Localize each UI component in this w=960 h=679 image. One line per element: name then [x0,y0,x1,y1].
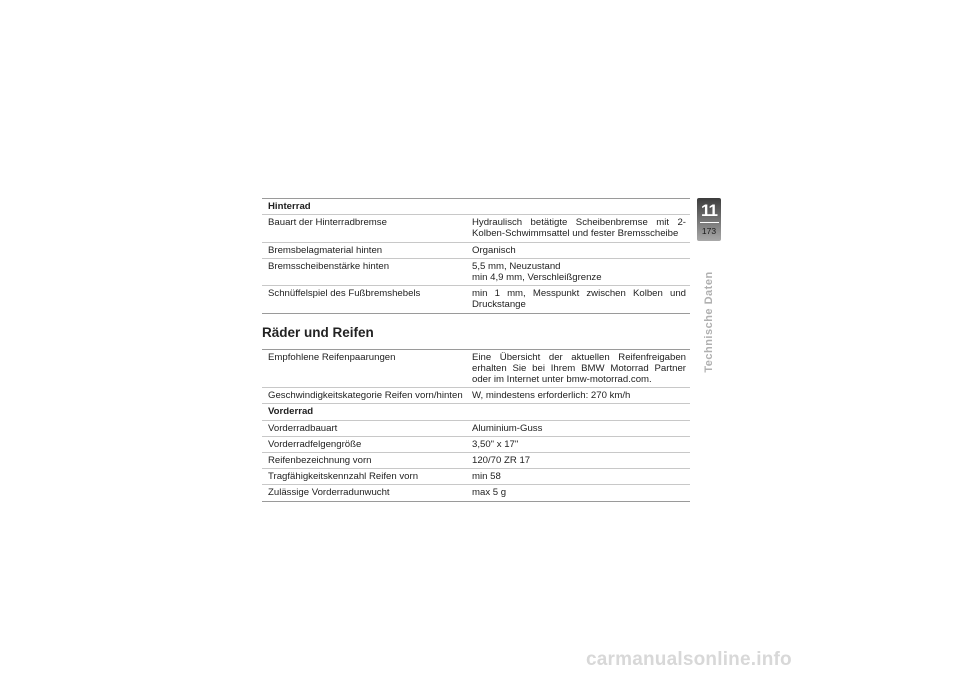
row-value: min 1 mm, Messpunkt zwischen Kolben und Druckstange [472,288,686,311]
row-value [472,261,690,283]
table-row [262,485,690,501]
chapter-number: 11 [701,201,717,220]
row-value-line: 5,5 mm, Neuzustand [472,260,561,272]
table-row [262,453,690,469]
watermark: carmanualsonline.info [586,649,792,670]
table-row [262,259,690,286]
table-row [262,350,690,389]
row-label: Zulässige Vorderradunwucht [268,487,390,499]
table-row [262,215,690,242]
row-label: Bauart der Hinterradbremse [268,217,387,229]
table-row [262,469,690,485]
row-value: 120/70 ZR 17 [472,455,531,467]
table-row [262,388,690,404]
row-value: min 58 [472,471,501,483]
vorderrad-title: Vorderrad [262,404,690,420]
raeder-table [262,349,690,502]
row-label: Bremsscheibenstärke hinten [268,260,390,272]
tab-divider [700,222,719,223]
row-label: Schnüffelspiel des Fußbremshebels [268,288,421,300]
row-value: W, mindestens erforderlich: 270 km/h [472,390,631,402]
row-value: Aluminium-Guss [472,422,543,434]
table-row [262,243,690,259]
row-label: Empfohlene Reifenpaarungen [268,351,396,363]
hinterrad-table [262,198,690,314]
row-value: Eine Übersicht der aktuellen Reifenfreigaben erhalten Sie bei Ihrem BMW Motorrad Partner oder im Internet unter bmw-motorrad.com. [472,351,686,386]
row-label: Bremsbelagmaterial hinten [268,244,383,256]
chapter-tab [697,198,721,241]
chapter-title: Technische Daten [703,271,715,373]
row-value: 3,50" x 17" [472,438,519,450]
spec-content [262,198,690,502]
table-row [262,437,690,453]
row-value: Organisch [472,244,516,256]
row-value: Hydraulisch betätigte Scheibenbremse mit 2-Kolben-Schwimmsattel und fester Bremsscheibe [472,217,686,240]
row-label: Vorderradfelgengröße [268,438,362,450]
page-number: 173 [701,226,717,236]
row-label: Tragfähigkeitskennzahl Reifen vorn [268,471,419,483]
table-row [262,286,690,313]
row-label: Reifenbezeichnung vorn [268,455,372,467]
row-label: Vorderradbauart [268,422,338,434]
row-label: Geschwindigkeitskategorie Reifen vorn/hinten [268,390,463,402]
hinterrad-title: Hinterrad [262,199,690,215]
row-value-line: min 4,9 mm, Verschleißgrenze [472,272,602,284]
row-value: max 5 g [472,487,507,499]
section-heading: Räder und Reifen [262,324,374,340]
table-row [262,421,690,437]
